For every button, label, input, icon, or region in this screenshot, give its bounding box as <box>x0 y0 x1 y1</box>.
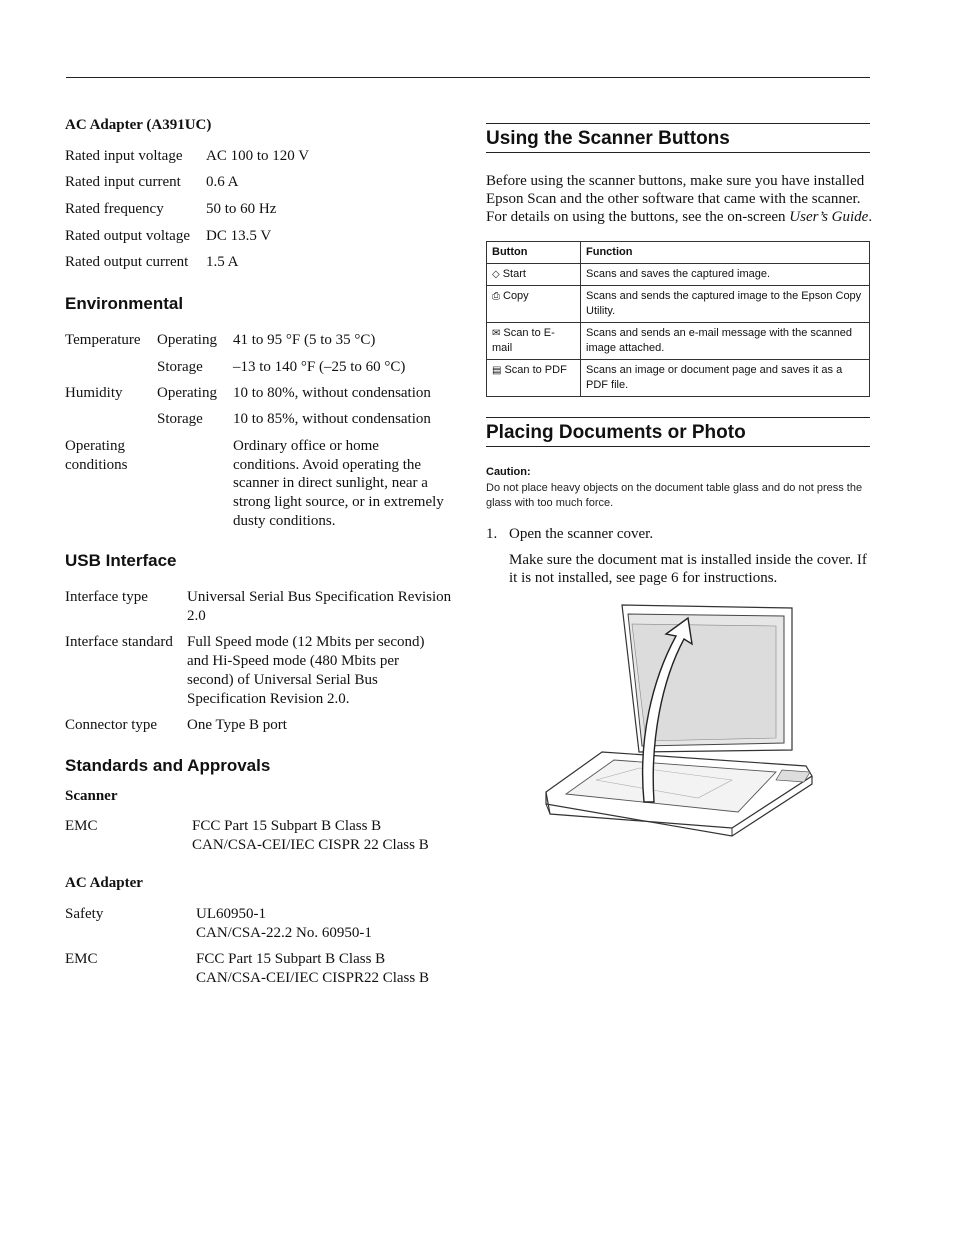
button-cell <box>487 323 581 360</box>
caution-text: Do not place heavy objects on the document table glass and do not press the glass with too much force. <box>486 482 863 509</box>
operating-label: Operating <box>157 332 217 348</box>
scanner-buttons-heading-box <box>486 123 870 153</box>
spec-value: 1.5 A <box>206 254 239 270</box>
caution-label: Caution: <box>486 466 531 478</box>
function-cell: Scans and sends the captured image to the Epson Copy Utility. <box>581 286 870 323</box>
button-name: Start <box>502 268 526 280</box>
spec-label: Rated input current <box>65 174 181 190</box>
intro-line: Epson Scan and the other software that came with the scanner. <box>486 191 861 207</box>
column-header: Button <box>487 242 581 264</box>
spec-label: Rated input voltage <box>65 148 183 164</box>
safety-value: UL60950-1 <box>196 906 266 922</box>
column-header: Function <box>581 242 870 264</box>
button-cell <box>487 360 581 397</box>
button-name: Scan to E-mail <box>492 327 555 354</box>
temperature-label: Temperature <box>65 332 141 348</box>
environmental-title: Environmental <box>65 294 184 313</box>
spec-value: 50 to 60 Hz <box>206 201 277 217</box>
standards-title: Standards and Approvals <box>65 756 271 775</box>
start-icon: ◇ <box>492 269 500 280</box>
scanner-emc-label: EMC <box>65 818 98 834</box>
interface-type-value: 2.0 <box>187 608 206 624</box>
scanner-illustration <box>542 600 816 846</box>
pdf-icon: ▤ <box>492 365 502 376</box>
intro-line: For details on using the buttons, see the on-screen User’s Guide. <box>486 209 873 225</box>
email-icon: ✉ <box>492 328 501 339</box>
spec-value: DC 13.5 V <box>206 228 272 244</box>
conditions-text: Ordinary office or home <box>233 438 379 454</box>
placing-heading-box <box>486 417 870 447</box>
button-name: Copy <box>503 290 529 302</box>
function-cell: Scans and saves the captured image. <box>581 264 870 286</box>
storage-label: Storage <box>157 359 203 375</box>
placing-title: Placing Documents or Photo <box>486 422 746 443</box>
safety-value: CAN/CSA-22.2 No. 60950-1 <box>196 925 372 941</box>
scanner-emc-value: FCC Part 15 Subpart B Class B <box>192 818 382 834</box>
table-row <box>487 286 870 323</box>
conditions-text: conditions. Avoid operating the <box>233 457 422 473</box>
scanner-emc-value: CAN/CSA-CEI/IEC CISPR 22 Class B <box>192 837 429 853</box>
table-row <box>487 264 870 286</box>
interface-standard-value: Full Speed mode (12 Mbits per second) <box>187 634 425 650</box>
conditions-label: conditions <box>65 457 128 473</box>
conditions-label: Operating <box>65 438 125 454</box>
conditions-text: strong light source, or in extremely <box>233 494 444 510</box>
humidity-label: Humidity <box>65 385 123 401</box>
step-number: 1. <box>486 526 498 542</box>
table-row <box>487 323 870 360</box>
hum-operating-value: 10 to 80%, without condensation <box>233 385 431 401</box>
adapter-emc-value: CAN/CSA-CEI/IEC CISPR22 Class B <box>196 970 429 986</box>
spec-label: Rated output voltage <box>65 228 190 244</box>
scanner-buttons-title: Using the Scanner Buttons <box>486 128 730 149</box>
copy-icon: ⎙ <box>492 291 500 302</box>
function-cell: Scans an image or document page and saves it as a PDF file. <box>581 360 870 397</box>
button-cell <box>487 264 581 286</box>
operating-label: Operating <box>157 385 217 401</box>
conditions-text: scanner in direct sunlight, near a <box>233 475 428 491</box>
interface-type-value: Universal Serial Bus Specification Revision <box>187 589 452 605</box>
usb-interface-title: USB Interface <box>65 551 177 570</box>
table-header-row <box>487 242 870 264</box>
scanner-subheading: Scanner <box>65 788 118 804</box>
interface-standard-label: Interface standard <box>65 634 173 650</box>
interface-type-label: Interface type <box>65 589 148 605</box>
adapter-emc-value: FCC Part 15 Subpart B Class B <box>196 951 386 967</box>
spec-value: AC 100 to 120 V <box>206 148 310 164</box>
temp-storage-value: –13 to 140 °F (–25 to 60 °C) <box>233 359 406 375</box>
step-note <box>509 551 879 587</box>
storage-label: Storage <box>157 411 203 427</box>
hum-storage-value: 10 to 85%, without condensation <box>233 411 431 427</box>
intro-line: Before using the scanner buttons, make sure you have installed <box>486 173 865 189</box>
interface-standard-value: and Hi-Speed mode (480 Mbits per <box>187 653 400 669</box>
spec-value: 0.6 A <box>206 174 239 190</box>
adapter-emc-label: EMC <box>65 951 98 967</box>
users-guide-ref: User’s Guide <box>789 209 869 225</box>
spec-label: Rated frequency <box>65 201 164 217</box>
ac-adapter-title: AC Adapter (A391UC) <box>65 117 212 133</box>
ac-adapter-subheading: AC Adapter <box>65 875 143 891</box>
safety-label: Safety <box>65 906 104 922</box>
scanner-buttons-table <box>486 241 870 397</box>
spec-label: Rated output current <box>65 254 189 270</box>
temp-operating-value: 41 to 95 °F (5 to 35 °C) <box>233 332 376 348</box>
connector-type-label: Connector type <box>65 717 158 733</box>
connector-type-value: One Type B port <box>187 717 287 733</box>
button-cell <box>487 286 581 323</box>
function-cell: Scans and sends an e-mail message with the scanned image attached. <box>581 323 870 360</box>
scanner-buttons-intro <box>486 172 876 226</box>
table-row <box>487 360 870 397</box>
button-name: Scan to PDF <box>504 364 567 376</box>
step-note-line: it is not installed, see page 6 for instructions. <box>509 570 778 586</box>
step-note-line: Make sure the document mat is installed inside the cover. If <box>509 552 867 568</box>
step-text: Open the scanner cover. <box>509 526 654 542</box>
top-rule <box>66 77 870 78</box>
interface-standard-value: second) of Universal Serial Bus <box>187 672 378 688</box>
conditions-text: dusty conditions. <box>233 513 336 529</box>
interface-standard-value: Specification Revision 2.0. <box>187 691 350 707</box>
